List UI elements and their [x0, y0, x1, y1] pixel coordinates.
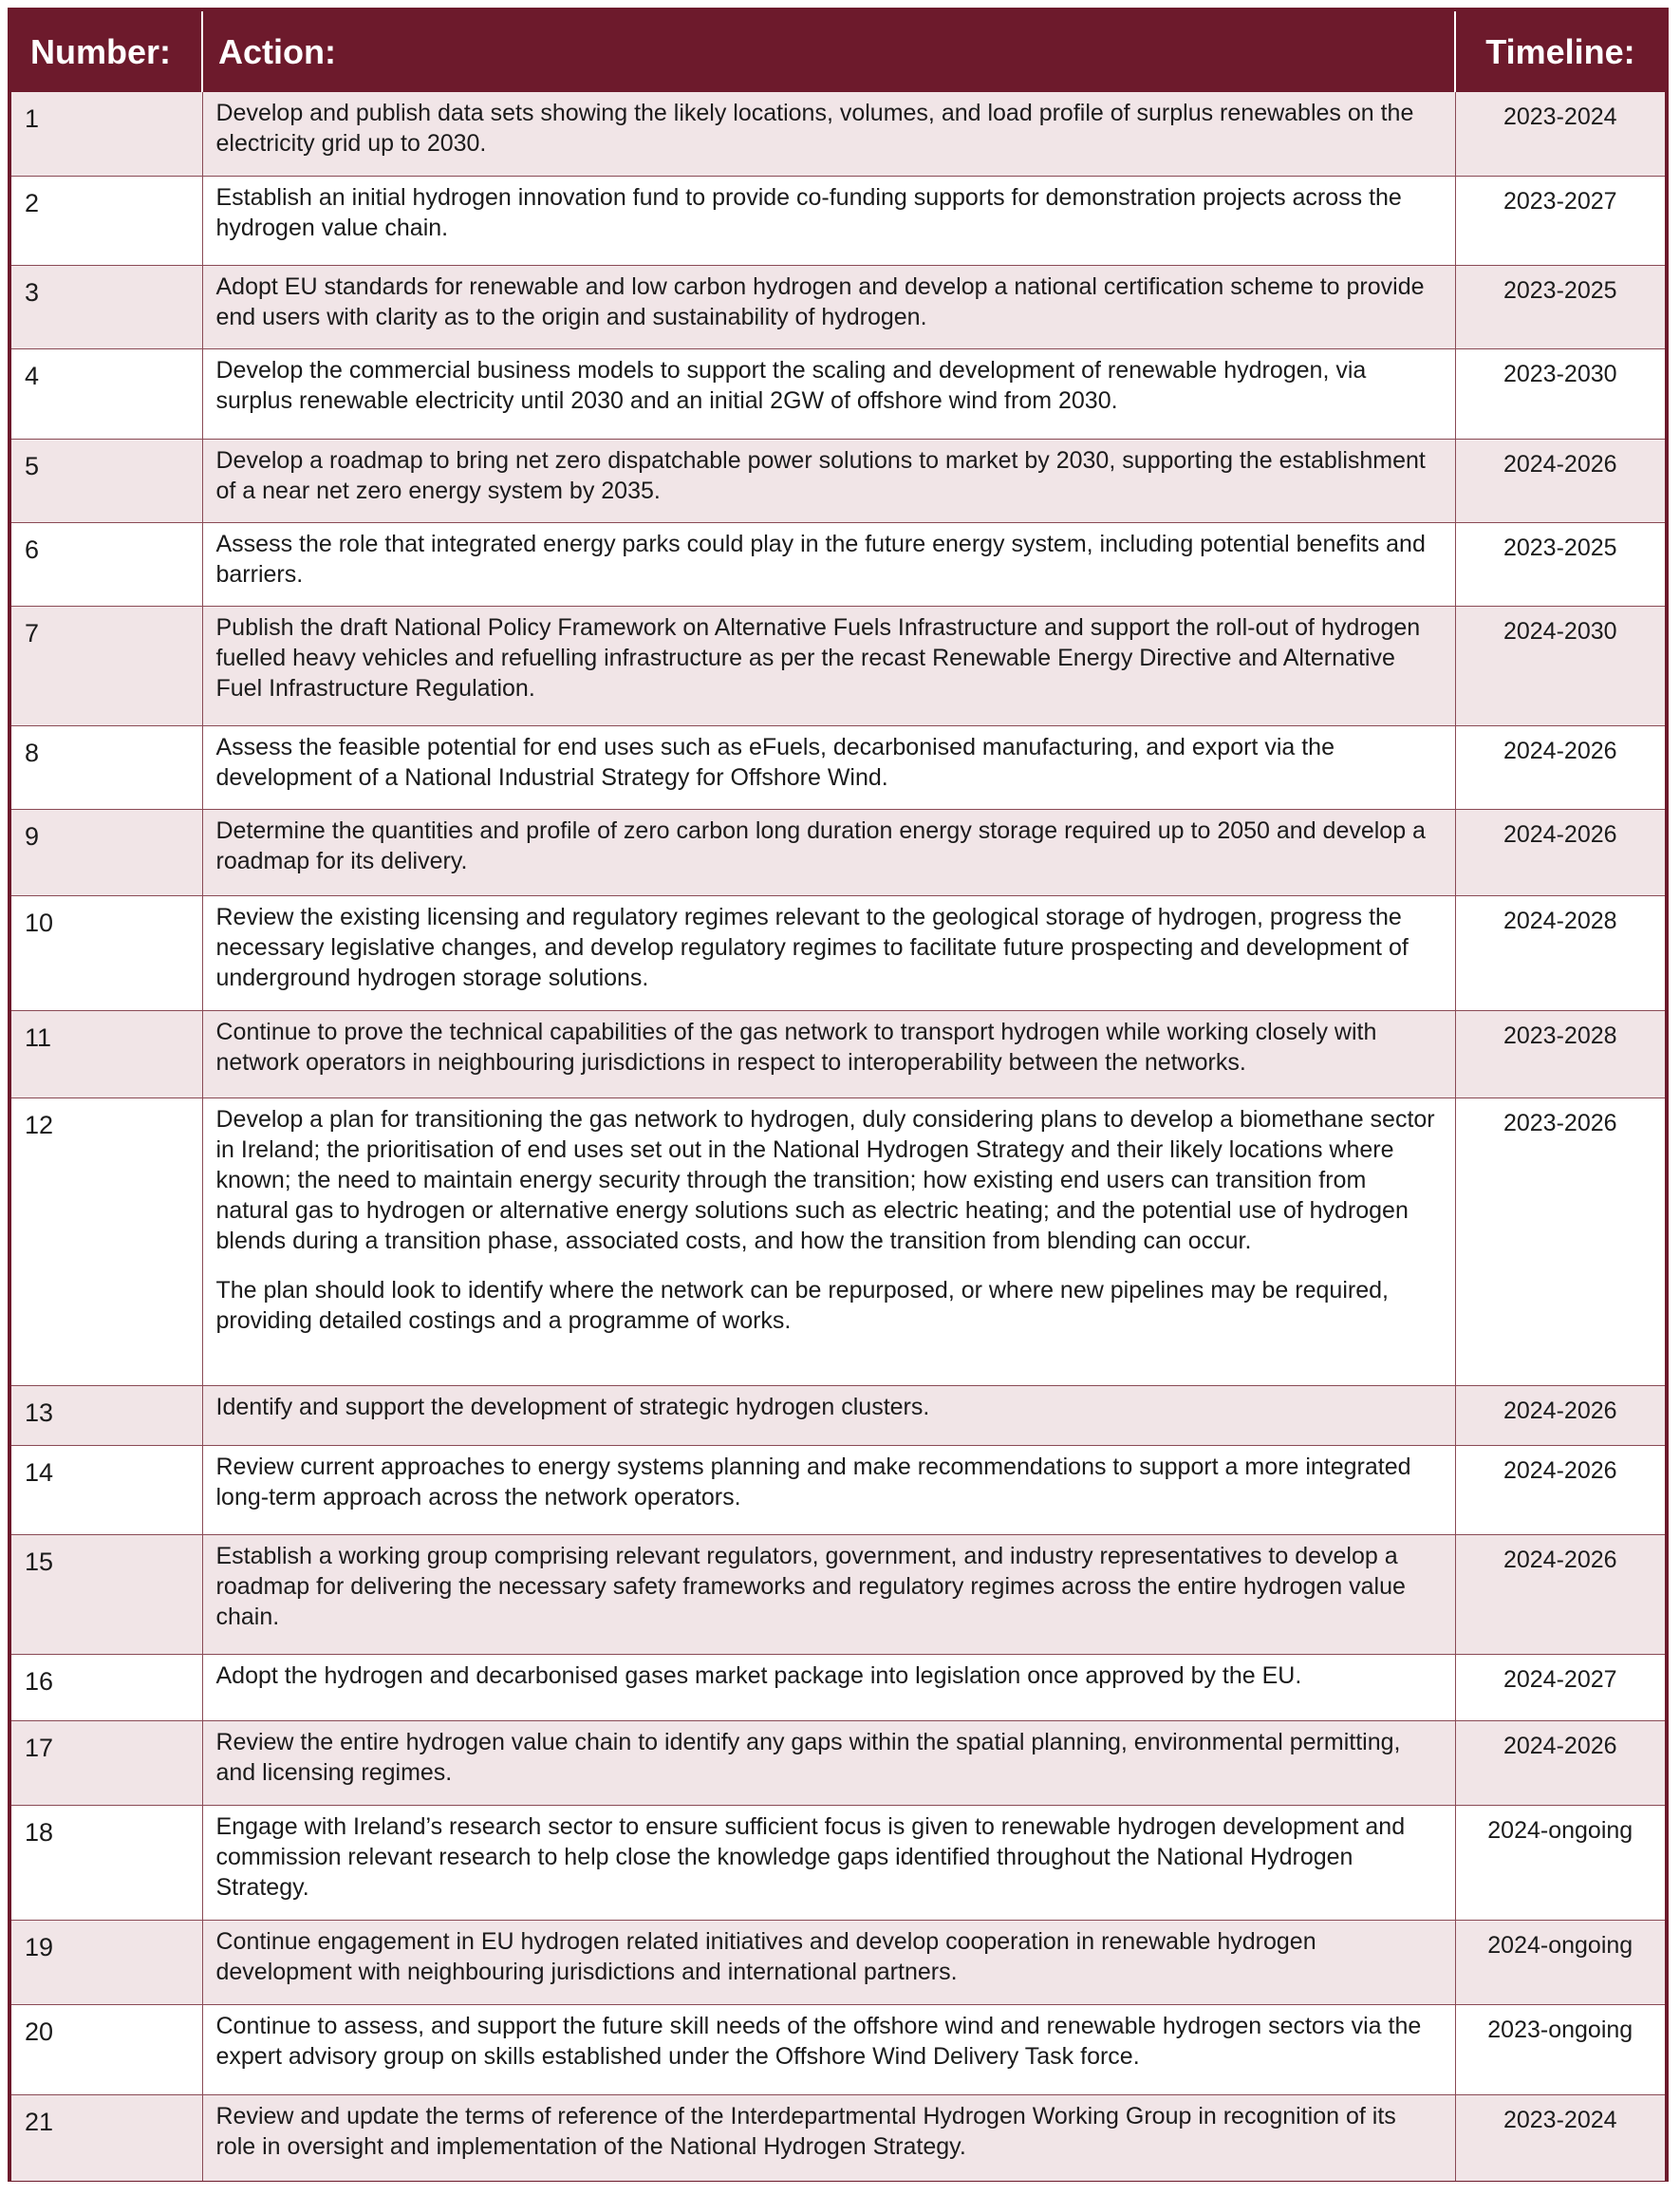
table-row [11, 1805, 1665, 1920]
row-number: 20 [11, 2004, 202, 2094]
table-row [11, 1920, 1665, 2004]
row-number: 16 [11, 1654, 202, 1720]
table-row [11, 1010, 1665, 1098]
table-row [11, 2094, 1665, 2181]
row-action-text: Engage with Ireland’s research sector to ensure sufficient focus is given to renewable hydrogen development and commission relevant research to help close the knowledge gaps identified throughout the National Hydrogen Strategy. [215, 1812, 1406, 1901]
row-action [202, 92, 1455, 176]
table-row [11, 439, 1665, 522]
table-row [11, 1445, 1665, 1534]
row-action-text: Develop a roadmap to bring net zero dispatchable power solutions to market by 2030, supporting the establishment of a near net zero energy system by 2035. [215, 446, 1426, 504]
row-timeline: 2024-2030 [1455, 606, 1665, 725]
row-action [202, 2094, 1455, 2181]
table-header [11, 11, 1665, 92]
row-action-text: Review and update the terms of reference of the Interdepartmental Hydrogen Working Group in recognition of its role in oversight and implementation of the National Hydrogen Strategy. [215, 2102, 1396, 2160]
row-action [202, 895, 1455, 1010]
row-number: 4 [11, 348, 202, 439]
row-number: 14 [11, 1445, 202, 1534]
table-row [11, 176, 1665, 265]
row-number: 10 [11, 895, 202, 1010]
table-row [11, 92, 1665, 176]
row-action-text: The plan should look to identify where the network can be repurposed, or where new pipelines may be required, providing detailed costings and a programme of works. [215, 1276, 1389, 1334]
row-timeline: 2024-2026 [1455, 1720, 1665, 1805]
row-action [202, 1445, 1455, 1534]
row-action [202, 1720, 1455, 1805]
row-action [202, 439, 1455, 522]
row-number: 13 [11, 1385, 202, 1445]
table-row [11, 725, 1665, 809]
row-number: 9 [11, 809, 202, 895]
row-number: 8 [11, 725, 202, 809]
table-row [11, 895, 1665, 1010]
row-number: 11 [11, 1010, 202, 1098]
row-action-text: Review current approaches to energy systems planning and make recommendations to support a more integrated long-term approach across the network operators. [215, 1453, 1411, 1510]
row-action [202, 1920, 1455, 2004]
row-number: 19 [11, 1920, 202, 2004]
row-timeline: 2024-2026 [1455, 1445, 1665, 1534]
row-number: 7 [11, 606, 202, 725]
column-header-action: Action: [202, 11, 1455, 92]
table-row [11, 1098, 1665, 1385]
row-timeline: 2023-2025 [1455, 265, 1665, 348]
row-number: 18 [11, 1805, 202, 1920]
row-action-text: Establish a working group comprising relevant regulators, government, and industry representatives to develop a roadmap for delivering the necessary safety frameworks and regulatory regimes across the entire hydrogen value chain. [215, 1542, 1406, 1630]
row-action-text: Identify and support the development of strategic hydrogen clusters. [215, 1393, 930, 1420]
row-action [202, 809, 1455, 895]
row-timeline: 2024-2026 [1455, 725, 1665, 809]
actions-table [11, 11, 1665, 2181]
row-number: 3 [11, 265, 202, 348]
row-action [202, 176, 1455, 265]
row-action-text: Adopt the hydrogen and decarbonised gases market package into legislation once approved by the EU. [215, 1661, 1302, 1689]
row-timeline: 2023-2025 [1455, 522, 1665, 606]
row-action [202, 1010, 1455, 1098]
row-number: 15 [11, 1534, 202, 1654]
row-timeline: 2024-ongoing [1455, 1805, 1665, 1920]
column-header-number: Number: [11, 11, 202, 92]
row-action-text: Determine the quantities and profile of zero carbon long duration energy storage required up to 2050 and develop a roadmap for its delivery. [215, 816, 1426, 874]
column-header-timeline: Timeline: [1455, 11, 1665, 92]
table-row [11, 522, 1665, 606]
row-action-text: Assess the feasible potential for end uses such as eFuels, decarbonised manufacturing, and export via the development of a National Industrial Strategy for Offshore Wind. [215, 733, 1335, 791]
row-action [202, 348, 1455, 439]
row-action [202, 265, 1455, 348]
actions-table-frame [8, 8, 1669, 2182]
table-row [11, 606, 1665, 725]
row-action [202, 1805, 1455, 1920]
row-action-text: Develop the commercial business models to support the scaling and development of renewable hydrogen, via surplus renewable electricity until 2030 and an initial 2GW of offshore wind from 2030. [215, 356, 1367, 414]
table-row [11, 2004, 1665, 2094]
row-action [202, 1654, 1455, 1720]
table-row [11, 1654, 1665, 1720]
table-row [11, 1534, 1665, 1654]
table-row [11, 1720, 1665, 1805]
row-action-text: Develop a plan for transitioning the gas network to hydrogen, duly considering plans to develop a biomethane sector in Ireland; the prioritisation of end uses set out in the National Hydrogen Strategy and their likely locations where known; the need to maintain energy security through the transition; how existing end users can transition from natural gas to hydrogen or alternative energy solutions such as electric heating; and the potential use of hydrogen blends during a transition phase, associated costs, and how the transition from blending can occur. [215, 1105, 1435, 1254]
row-timeline: 2024-2026 [1455, 1534, 1665, 1654]
row-timeline: 2024-ongoing [1455, 1920, 1665, 2004]
row-action [202, 725, 1455, 809]
row-timeline: 2024-2028 [1455, 895, 1665, 1010]
row-timeline: 2023-2024 [1455, 92, 1665, 176]
row-action-text: Continue engagement in EU hydrogen related initiatives and develop cooperation in renewable hydrogen development with neighbouring jurisdictions and international partners. [215, 1927, 1316, 1985]
table-row [11, 265, 1665, 348]
row-action-text: Continue to assess, and support the future skill needs of the offshore wind and renewable hydrogen sectors via the expert advisory group on skills established under the Offshore Wind Delivery Task force. [215, 2012, 1422, 2070]
row-action-text: Assess the role that integrated energy parks could play in the future energy system, including potential benefits and barriers. [215, 530, 1426, 588]
row-action-text: Continue to prove the technical capabilities of the gas network to transport hydrogen while working closely with network operators in neighbouring jurisdictions in respect to interoperability between the networks. [215, 1018, 1377, 1076]
table-row [11, 809, 1665, 895]
row-timeline: 2024-2026 [1455, 1385, 1665, 1445]
row-number: 6 [11, 522, 202, 606]
row-action-text: Develop and publish data sets showing the likely locations, volumes, and load profile of surplus renewables on the electricity grid up to 2030. [215, 100, 1414, 157]
row-number: 17 [11, 1720, 202, 1805]
row-timeline: 2023-2030 [1455, 348, 1665, 439]
row-timeline: 2023-ongoing [1455, 2004, 1665, 2094]
row-number: 12 [11, 1098, 202, 1385]
row-number: 21 [11, 2094, 202, 2181]
row-timeline: 2024-2027 [1455, 1654, 1665, 1720]
row-action [202, 2004, 1455, 2094]
row-action-text: Establish an initial hydrogen innovation fund to provide co-funding supports for demonstration projects across the hydrogen value chain. [215, 183, 1402, 241]
table-body [11, 92, 1665, 2181]
table-row [11, 1385, 1665, 1445]
row-number: 2 [11, 176, 202, 265]
row-number: 5 [11, 439, 202, 522]
row-action [202, 522, 1455, 606]
row-timeline: 2023-2026 [1455, 1098, 1665, 1385]
row-timeline: 2023-2027 [1455, 176, 1665, 265]
row-timeline: 2024-2026 [1455, 439, 1665, 522]
row-action-text: Review the existing licensing and regulatory regimes relevant to the geological storage of hydrogen, progress the necessary legislative changes, and develop regulatory regimes to facilitate future prospecting and development of underground hydrogen storage solutions. [215, 903, 1409, 991]
row-timeline: 2023-2028 [1455, 1010, 1665, 1098]
row-action [202, 1385, 1455, 1445]
row-timeline: 2023-2024 [1455, 2094, 1665, 2181]
row-action [202, 1534, 1455, 1654]
table-row [11, 348, 1665, 439]
row-action-text: Adopt EU standards for renewable and low carbon hydrogen and develop a national certification scheme to provide end users with clarity as to the origin and sustainability of hydrogen. [215, 272, 1425, 330]
row-action [202, 606, 1455, 725]
row-action-text: Publish the draft National Policy Framework on Alternative Fuels Infrastructure and support the roll-out of hydrogen fuelled heavy vehicles and refuelling infrastructure as per the recast Renewable Energy Directive and Alternative Fuel Infrastructure Regulation. [215, 613, 1421, 702]
row-action [202, 1098, 1455, 1385]
row-number: 1 [11, 92, 202, 176]
row-timeline: 2024-2026 [1455, 809, 1665, 895]
row-action-text: Review the entire hydrogen value chain to identify any gaps within the spatial planning, environmental permitting, and licensing regimes. [215, 1728, 1401, 1786]
